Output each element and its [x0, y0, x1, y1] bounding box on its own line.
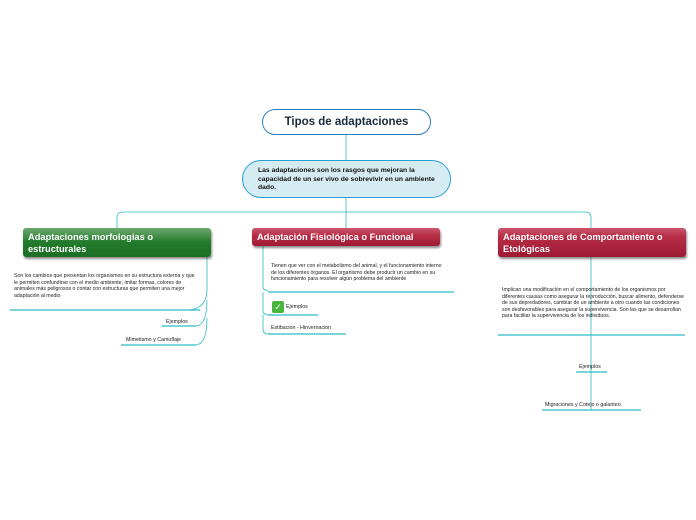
fisiologica-estibacion[interactable]: Estibacion - Hinvernacion — [271, 325, 332, 331]
morfologicas-description[interactable]: Son los cambios que presentan los organismos en su estructura externa y que le permiten confundirse con el medio ambiente, imitar formas, colores de animales más peligrosos o contar con estructuras que permiten una mejor adaptación al medio — [14, 273, 195, 299]
branch-fisiologica[interactable] — [252, 228, 440, 246]
branch-fisiologica-title: Adaptación Fisiológica o Funcional — [257, 232, 414, 242]
morfologicas-mimetismo[interactable]: Mimetismo y Camuflaje — [126, 337, 182, 343]
comportamiento-description[interactable]: Implican una modificación en el comportamiento de los organismos por diferentes causas como asegurar la reproducción, buscar alimento, defenderse de sus depredadores, cambiar de un ambiente a otro cuando las condiciones son desfavorables para asegurar la supervivencia. Son las que se desarrollan para facilitar la supervivencia de los individuos. — [502, 287, 684, 320]
branch-morfologicas[interactable] — [23, 228, 211, 257]
comportamiento-migraciones[interactable]: Migraciones y Cotejo o galanteo. — [545, 402, 623, 408]
branch-comportamiento[interactable] — [498, 228, 686, 257]
connector-fisiologica — [263, 246, 268, 334]
definition-text: Las adaptaciones son los rasgos que mejoran la capacidad de un ser vivo de sobrevivir en un ambiente dado. — [258, 167, 435, 192]
definition-topic[interactable] — [242, 160, 451, 198]
green-check-icon: ✓ — [272, 301, 284, 313]
branch-comportamiento-title: Adaptaciones de Comportamiento o Etológicas — [503, 232, 663, 254]
root-topic-title: Tipos de adaptaciones — [284, 116, 409, 128]
fisiologica-description[interactable]: Tienen que ver con el metabolismo del animal, y el funcionamiento interno de los diferentes órganos. El organismo debe producir un cambio en su funcionamiento para resolver algún problema del ambiente — [271, 263, 442, 283]
comportamiento-ejemplos[interactable]: Ejemplos — [579, 364, 601, 370]
connector-morfologicas — [189, 257, 207, 345]
fisiologica-ejemplos[interactable]: Ejemplos — [286, 304, 308, 310]
connector-definition-branches — [117, 198, 591, 228]
root-topic[interactable] — [262, 109, 431, 135]
branch-morfologicas-title: Adaptaciones morfologias o estructurales — [28, 232, 154, 254]
morfologicas-ejemplos[interactable]: Ejemplos — [166, 319, 188, 325]
